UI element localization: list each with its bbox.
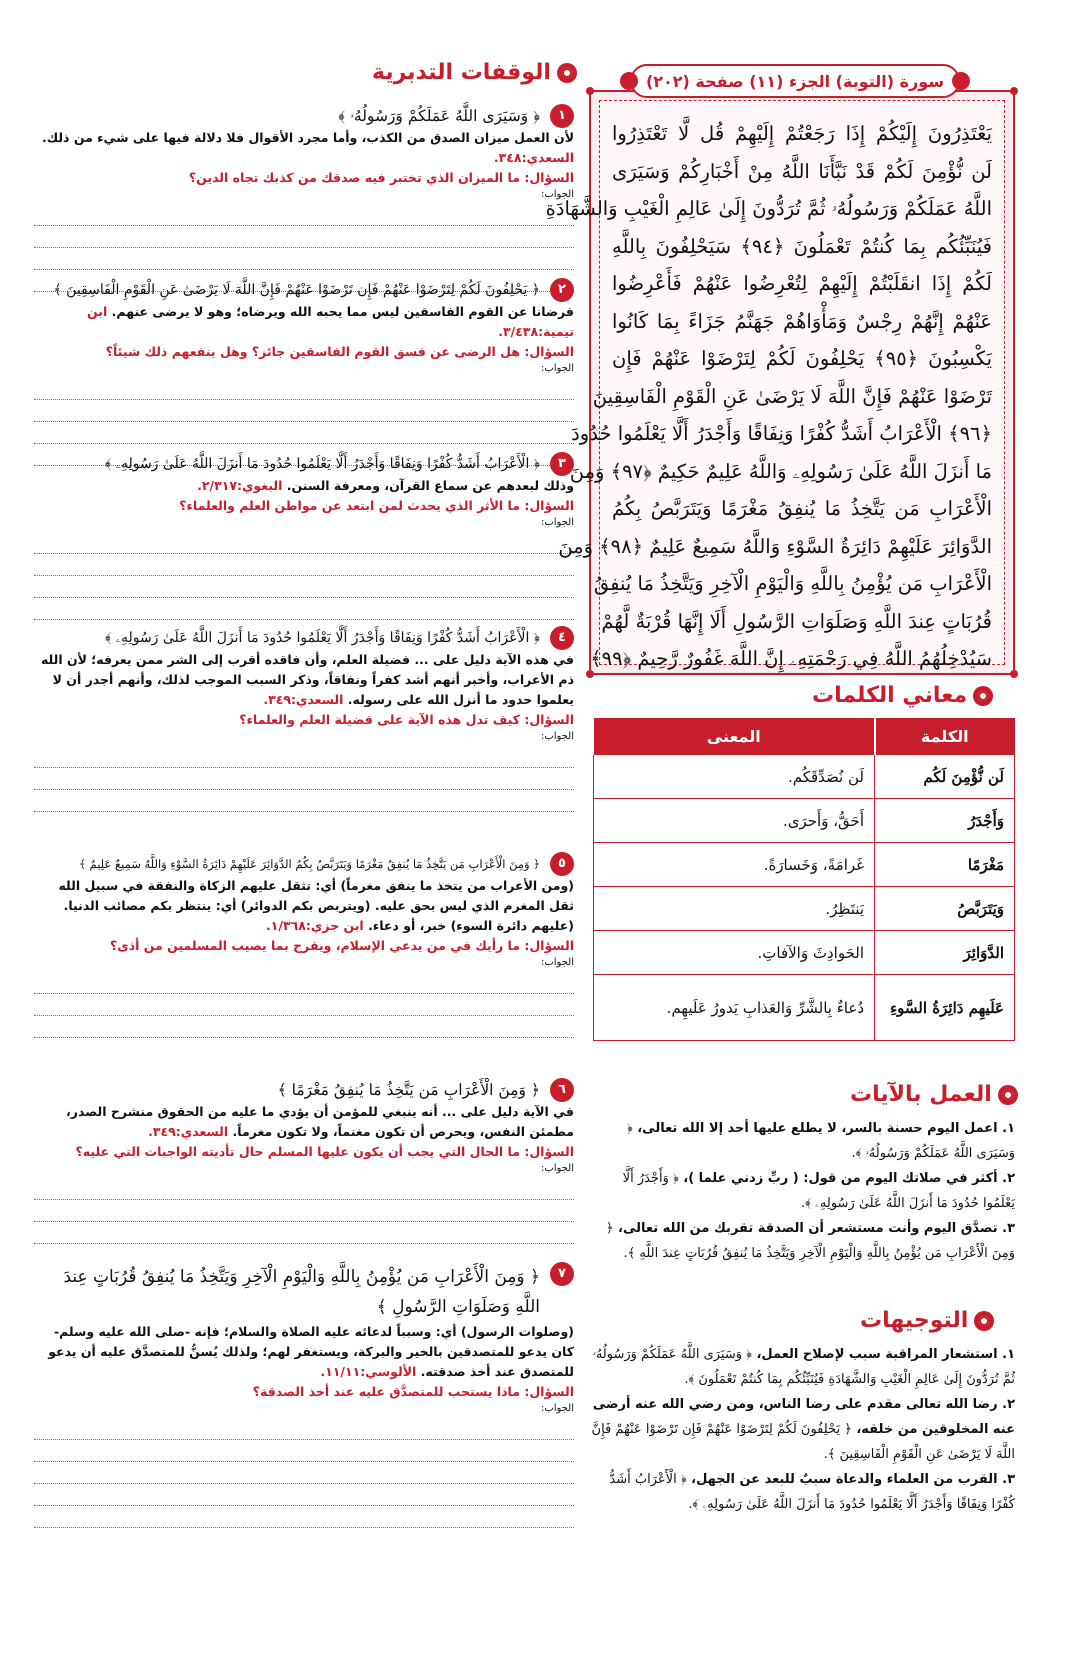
meaning-cell: الحَوادِثَ وَالآفاتِ. xyxy=(593,931,875,975)
answer-lines[interactable] xyxy=(34,746,574,812)
quran-line: لَن نُّؤْمِنَ لَكُمْ قَدْ نَبَّأَنَا اللَّهُ مِنْ أَخْبَارِكُمْ وَسَيَرَى xyxy=(612,159,992,183)
ayah-text: ﴿ الْأَعْرَابُ أَشَدُّ كُفْرًا وَنِفَاقًا وَأَجْدَرُ أَلَّا يَعْلَمُوا حُدُودَ مَا أَنزَلَ اللَّهُ عَلَىٰ رَسُولِهِۦ ﴾ xyxy=(104,630,540,646)
list-item: ٢. أكثر في صلاتك اليوم من قول: ( ربِّ زدني علما )، ﴿ وَأَجْدَرُ أَلَّا يَعْلَمُوا حُدُودَ مَا أَنزَلَ اللَّهُ عَلَىٰ رَسُولِهِۦ ﴾. xyxy=(622,1171,1015,1211)
corner-ornament-icon xyxy=(1010,670,1018,678)
quran-line: قُرُبَاتٍ عِندَ اللَّهِ وَصَلَوَاتِ الرَّسُولِ أَلَا إِنَّهَا قُرْبَةٌ لَّهُمْ xyxy=(601,609,992,633)
ayah-text: ﴿ وَسَيَرَى اللَّهُ عَمَلَكُمْ وَرَسُولُهُۥ ﴾ xyxy=(338,107,540,125)
word-cell: لَن نُّؤْمِنَ لَكُم xyxy=(875,755,1015,799)
table-row xyxy=(593,799,1015,843)
tadabbur-item-2 xyxy=(34,278,574,466)
item-tafsir: (وصلوات الرسول) أي: وسبباً لدعائه عليه الصلاة والسلام؛ فإنه -صلى الله عليه وسلم- كان يدعو للمتصدقين بالخير والبركة، ويستغفر لهم؛ ولذلك يُسنُّ للمتصدَّق عليه أن يدعو للمتصدق عند أخذ صدقته. الألوسي:١١/١١. xyxy=(48,1324,574,1379)
item-source: الألوسي:١١/١١. xyxy=(320,1364,417,1379)
list-item: ٣. القرب من العلماء والدعاة سببٌ للبعد عن الجهل، ﴿ الْأَعْرَابُ أَشَدُّ كُفْرًا وَنِفَاقًا وَأَجْدَرُ أَلَّا يَعْلَمُوا حُدُودَ مَا أَنزَلَ اللَّهُ عَلَىٰ رَسُولِهِۦ ﴾. xyxy=(609,1472,1015,1512)
answer-lines[interactable] xyxy=(34,1418,574,1528)
answer-label: الجواب: xyxy=(540,731,574,742)
item-tafsir: في الآية دليل على ... أنه ينبغي للمؤمن أن يؤدي ما عليه من الحقوق منشرح الصدر، مطمئن النفس، ويحرص أن تكون مغنماً، ولا تكون مغرماً. السعدي:٣٤٩. xyxy=(66,1104,574,1139)
meaning-cell: يَنتَظِرُ. xyxy=(593,887,875,931)
action-list xyxy=(588,1116,1015,1266)
answer-label: الجواب: xyxy=(540,363,574,374)
word-cell: الدَّوَائِرَ xyxy=(875,931,1015,975)
item-source: السعدي:٣٤٩. xyxy=(263,692,344,707)
sun-icon xyxy=(974,1311,994,1331)
item-number: ٤ xyxy=(550,626,574,650)
item-number: ٣ xyxy=(550,452,574,476)
tadabbur-title xyxy=(372,60,577,85)
item-tafsir: لأن العمل ميزان الصدق من الكذب، وأما مجرد الأقوال فلا دلالة فيها على شيء من ذلك. السعدي:٣٤٨. xyxy=(41,130,574,165)
answer-lines[interactable] xyxy=(34,1178,574,1244)
quran-line: يَكْسِبُونَ ﴿٩٥﴾ يَحْلِفُونَ لَكُمْ لِتَرْضَوْا عَنْهُمْ فَإِن xyxy=(612,347,992,370)
quran-line: ﴿٩٦﴾ الْأَعْرَابُ أَشَدُّ كُفْرًا وَنِفَاقًا وَأَجْدَرُ أَلَّا يَعْلَمُوا حُدُودَ xyxy=(571,422,992,445)
corner-ornament-icon xyxy=(586,670,594,678)
answer-label: الجواب: xyxy=(540,517,574,528)
answer-lines[interactable] xyxy=(34,532,574,620)
quran-line: فَيُنَبِّئُكُم بِمَا كُنتُمْ تَعْمَلُونَ ﴿٩٤﴾ سَيَحْلِفُونَ بِاللَّهِ xyxy=(612,234,992,258)
item-question: السؤال: ما الحال التي يجب أن يكون عليها المسلم حال تأديته الواجبات التي عليه؟ xyxy=(75,1144,574,1159)
answer-label: الجواب: xyxy=(540,957,574,968)
tadabbur-item-1 xyxy=(34,104,574,292)
quran-line: تَرْضَوْا عَنْهُمْ فَإِنَّ اللَّهَ لَا يَرْضَىٰ عَنِ الْقَوْمِ الْفَاسِقِينَ xyxy=(592,384,992,408)
table-row xyxy=(593,755,1015,799)
action-title xyxy=(850,1082,1018,1107)
sun-icon xyxy=(973,686,993,706)
meaning-cell: أَحَقُّ، وَأَحرَى. xyxy=(593,799,875,843)
corner-ornament-icon xyxy=(1010,87,1018,95)
ayah-text: ﴿ وَمِنَ الْأَعْرَابِ مَن يُؤْمِنُ بِاللَّهِ وَالْيَوْمِ الْآخِرِ وَيَتَّخِذُ مَا يُنفِقُ قُرُبَاتٍ عِندَ اللَّهِ وَصَلَوَاتِ الرَّسُولِ ﴾ xyxy=(63,1267,540,1317)
answer-lines[interactable] xyxy=(34,972,574,1038)
item-source: البغوي:٢/٣١٧. xyxy=(197,478,283,493)
tadabbur-item-7 xyxy=(34,1262,574,1528)
table-row xyxy=(593,931,1015,975)
answer-label: الجواب: xyxy=(540,1403,574,1414)
item-ayah xyxy=(34,1078,574,1102)
item-number: ٥ xyxy=(550,852,574,876)
item-number: ١ xyxy=(550,104,574,128)
ayah-text: ﴿ الْأَعْرَابُ أَشَدُّ كُفْرًا وَنِفَاقًا وَأَجْدَرُ أَلَّا يَعْلَمُوا حُدُودَ مَا أَنزَلَ اللَّهُ عَلَىٰ رَسُولِهِۦ ﴾ xyxy=(104,456,540,472)
guidance-title-text: التوجيهات xyxy=(860,1308,969,1333)
item-number: ٦ xyxy=(550,1078,574,1102)
item-ayah xyxy=(34,626,574,650)
table-row xyxy=(593,975,1015,1041)
word-cell: وَأَجْدَرُ xyxy=(875,799,1015,843)
item-question: السؤال: ما الميزان الذي تختبر فيه صدقك من كذبك تجاه الدين؟ xyxy=(188,170,574,185)
item-source: ابن تيمية:٣/٤٣٨. xyxy=(87,304,574,339)
quran-line: الْأَعْرَابِ مَن يُؤْمِنُ بِاللَّهِ وَالْيَوْمِ الْآخِرِ وَيَتَّخِذُ مَا يُنفِقُ xyxy=(593,572,992,595)
tadabbur-title-text: الوقفات التدبرية xyxy=(372,60,551,85)
item-question: السؤال: كيف تدل هذه الآية على فضيلة العلم والعلماء؟ xyxy=(239,712,574,727)
meaning-cell: دُعاءٌ بِالشَّرِّ وَالعَذابِ يَدورُ عَلَيهِم. xyxy=(593,975,875,1041)
quran-line: عَنْهُمْ إِنَّهُمْ رِجْسٌ وَمَأْوَاهُمْ جَهَنَّمُ جَزَاءً بِمَا كَانُوا xyxy=(612,309,992,333)
word-cell: وَيَتَرَبَّصُ xyxy=(875,887,1015,931)
answer-label: الجواب: xyxy=(540,1163,574,1174)
item-question: السؤال: هل الرضى عن فسق القوم الفاسقين جائز؟ وهل ينفعهم ذلك شيئاً؟ xyxy=(105,344,574,359)
tadabbur-item-6 xyxy=(34,1078,574,1244)
tadabbur-item-5 xyxy=(34,852,574,1038)
item-tafsir: فرضانا عن القوم الفاسقين ليس مما يحبه الله ويرضاه؛ وهو لا يرضى عنهم. ابن تيمية:٣/٤٣٨. xyxy=(87,304,574,339)
list-item: ١. استشعار المراقبة سبب لإصلاح العمل، ﴿ وَسَيَرَى اللَّهُ عَمَلَكُمْ وَرَسُولُهُۥ ثُمَّ تُرَدُّونَ إِلَىٰ عَالِمِ الْغَيْبِ وَالشَّهَادَةِ فَيُنَبِّئُكُم بِمَا كُنتُمْ تَعْمَلُونَ ﴾. xyxy=(592,1347,1015,1387)
item-tafsir: (ومن الأعراب من يتخذ ما ينفق مغرماً) أي: تثقل عليهم الزكاة والنفقة في سبيل الله ثقل المغرم الذي ليس بحق عليه. (ويتربص بكم الدوائر) أي: ينتظر بكم مصائب الدنيا. (عليهم دائرة السوء) خبر، أو دعاء. ابن جزي:١/٣٦٨. xyxy=(58,878,574,933)
list-item: ١. اعمل اليوم حسنة بالسر، لا يطلع عليها أحد إلا الله تعالى، ﴿ وَسَيَرَى اللَّهُ عَمَلَكُمْ وَرَسُولُهُۥ ﴾. xyxy=(626,1121,1015,1161)
table-row xyxy=(593,887,1015,931)
surah-header: سورة (التوبة) الجزء (١١) صفحة (٢٠٢) xyxy=(630,64,960,98)
item-ayah xyxy=(34,452,574,476)
sun-icon xyxy=(998,1085,1018,1105)
quran-line: مَا أَنزَلَ اللَّهُ عَلَىٰ رَسُولِهِۦ وَاللَّهُ عَلِيمٌ حَكِيمٌ ﴿٩٧﴾ وَمِنَ xyxy=(569,459,992,483)
corner-ornament-icon xyxy=(586,87,594,95)
item-ayah xyxy=(34,104,574,128)
quran-line: الدَّوَائِرَ عَلَيْهِمْ دَائِرَةُ السَّوْءِ وَاللَّهُ سَمِيعٌ عَلِيمٌ ﴿٩٨﴾ وَمِنَ xyxy=(558,534,992,558)
item-question: السؤال: ماذا يستحب للمتصدَّق عليه عند أخذ الصدقة؟ xyxy=(252,1384,574,1399)
item-ayah xyxy=(34,852,574,876)
quran-line: سَيُدْخِلُهُمُ اللَّهُ فِي رَحْمَتِهِۦ إِنَّ اللَّهَ غَفُورٌ رَّحِيمٌ ﴿٩٩﴾ xyxy=(590,647,992,670)
meaning-cell: لَن نُصَدِّقَكُم. xyxy=(593,755,875,799)
ayah-text: ﴿ يَحْلِفُونَ لَكُمْ لِتَرْضَوْا عَنْهُمْ فَإِن تَرْضَوْا عَنْهُمْ فَإِنَّ اللَّهَ لَا يَرْضَىٰ عَنِ الْقَوْمِ الْفَاسِقِينَ ﴾ xyxy=(53,282,540,298)
col-word-header: الكلمة xyxy=(875,719,1015,755)
word-cell: مَغْرَمًا xyxy=(875,843,1015,887)
guidance-list xyxy=(588,1342,1015,1517)
col-meaning-header: المعنى xyxy=(593,719,875,755)
guidance-title xyxy=(860,1308,994,1333)
item-question: السؤال: ما رأيك في من يدعي الإسلام، ويفرح بما يصيب المسلمين من أذى؟ xyxy=(109,938,574,953)
item-source: ابن جزي:١/٣٦٨. xyxy=(266,918,364,933)
item-tafsir: في هذه الآية دليل على ... فضيلة العلم، وأن فاقده أقرب إلى الشر ممن يعرفه؛ لأن الله ذم الأعراب، وأخبر أنهم أشد كفراً ونفاقاً، وذكر السبب الموجب لذلك، وأنهم أجدر أن لا يعلموا حدود ما أنزل الله على رسوله. السعدي:٣٤٩. xyxy=(40,652,574,707)
ayah-text: ﴿ وَمِنَ الْأَعْرَابِ مَن يَتَّخِذُ مَا يُنفِقُ مَغْرَمًا وَيَتَرَبَّصُ بِكُمُ الدَّوَائِرَ عَلَيْهِمْ دَائِرَةُ السَّوْءِ وَاللَّهُ سَمِيعٌ عَلِيمٌ ﴾ xyxy=(79,857,540,871)
item-source: السعدي:٣٤٩. xyxy=(148,1124,229,1139)
sun-icon xyxy=(557,63,577,83)
action-title-text: العمل بالآيات xyxy=(850,1082,992,1107)
item-ayah xyxy=(34,1262,574,1322)
meaning-cell: غَرامَةً، وَخَسارَةً. xyxy=(593,843,875,887)
words-title-text: معاني الكلمات xyxy=(812,683,968,708)
ayah-text: ﴿ وَمِنَ الْأَعْرَابِ مَن يَتَّخِذُ مَا يُنفِقُ مَغْرَمًا ﴾ xyxy=(277,1081,540,1099)
item-tafsir: وذلك لبعدهم عن سماع القرآن، ومعرفة السنن. البغوي:٢/٣١٧. xyxy=(197,478,574,493)
word-meanings-table xyxy=(592,718,1015,1041)
quran-line: اللَّهُ عَمَلَكُمْ وَرَسُولُهُۥ ثُمَّ تُرَدُّونَ إِلَىٰ عَالِمِ الْغَيْبِ وَالشَّهَادَةِ xyxy=(545,197,992,220)
answer-label: الجواب: xyxy=(540,189,574,200)
item-number: ٧ xyxy=(550,1262,574,1286)
list-item: ٢. رضا الله تعالى مقدم على رضا الناس، ومن رضي الله عنه أرضى عنه المخلوقين من خلقه، ﴿ يَحْلِفُونَ لَكُمْ لِتَرْضَوْا عَنْهُمْ فَإِن تَرْضَوْا عَنْهُمْ فَإِنَّ اللَّهَ لَا يَرْضَىٰ عَنِ الْقَوْمِ الْفَاسِقِينَ ﴾. xyxy=(591,1397,1015,1462)
list-item: ٣. تصدَّق اليوم وأنت مستشعر أن الصدقة تقربك من الله تعالى، ﴿ وَمِنَ الْأَعْرَابِ مَن يُؤْمِنُ بِاللَّهِ وَالْيَوْمِ الْآخِرِ وَيَتَّخِذُ مَا يُنفِقُ قُرُبَاتٍ عِندَ اللَّهِ ﴾. xyxy=(605,1221,1015,1261)
word-cell: عَلَيهِم دَائِرَةُ السَّوءِ xyxy=(875,975,1015,1041)
tadabbur-item-4 xyxy=(34,626,574,812)
tadabbur-item-3 xyxy=(34,452,574,620)
words-title xyxy=(812,683,993,708)
item-ayah xyxy=(34,278,574,302)
item-question: السؤال: ما الأثر الذي يحدث لمن ابتعد عن مواطن العلم والعلماء؟ xyxy=(179,498,574,513)
item-number: ٢ xyxy=(550,278,574,302)
table-row xyxy=(593,843,1015,887)
item-source: السعدي:٣٤٨. xyxy=(493,150,574,165)
quran-line: لَكُمْ إِذَا انقَلَبْتُمْ إِلَيْهِمْ لِتُعْرِضُوا عَنْهُمْ فَأَعْرِضُوا xyxy=(612,272,992,295)
quran-line: يَعْتَذِرُونَ إِلَيْكُمْ إِذَا رَجَعْتُمْ إِلَيْهِمْ قُل لَّا تَعْتَذِرُوا xyxy=(612,122,992,145)
quran-line: الْأَعْرَابِ مَن يَتَّخِذُ مَا يُنفِقُ مَغْرَمًا وَيَتَرَبَّصُ بِكُمُ xyxy=(612,497,992,520)
